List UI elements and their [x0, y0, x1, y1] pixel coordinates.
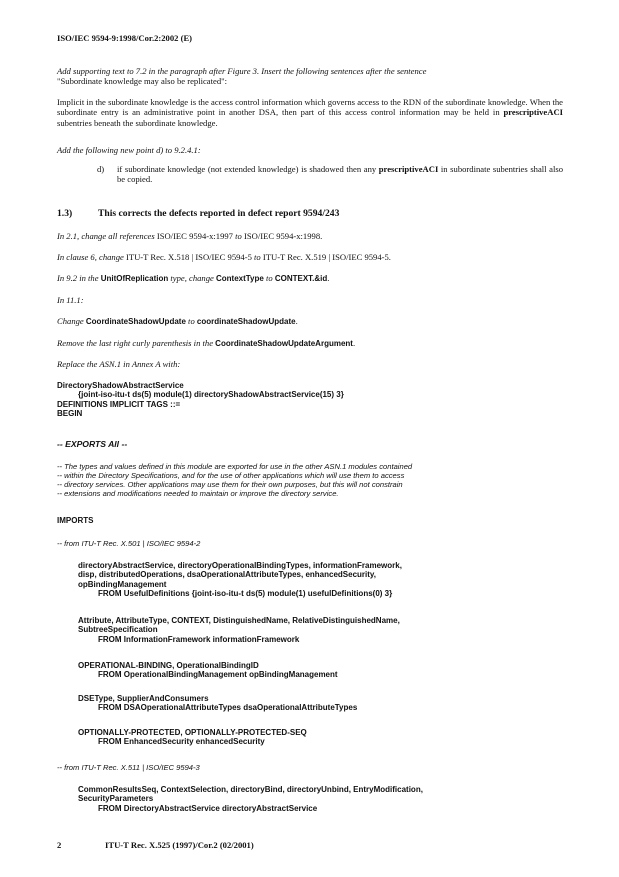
instr-part: to	[235, 231, 242, 241]
section-heading	[57, 208, 563, 219]
asn-import-group-6	[57, 785, 563, 813]
instruction-line	[57, 252, 563, 262]
asn-comment-block	[57, 463, 563, 499]
change-instruction-4	[57, 295, 563, 305]
list-item-text	[117, 164, 563, 185]
instr-part: .	[295, 316, 298, 326]
instruction-paragraph	[57, 145, 563, 155]
asn-comment-line: -- extensions and modifications needed to maintain or improve the directory service.	[57, 488, 339, 498]
instruction-line	[57, 273, 563, 284]
instr-part: type, change	[168, 273, 216, 283]
section-number: 1.3)	[57, 208, 73, 219]
asn-exports-line: -- EXPORTS All --	[57, 439, 128, 449]
instr-part: to	[185, 316, 197, 326]
list-item-label: d)	[97, 164, 105, 174]
instruction-text: Add the following new point d) to 9.2.4.1:	[57, 145, 201, 155]
asn-from-comment-2	[57, 764, 563, 773]
asn-import-group-3	[57, 661, 563, 680]
term-coordinateshadowupdateargument: CoordinateShadowUpdateArgument	[215, 339, 353, 348]
list-item-d	[97, 164, 563, 185]
instruction-text: Add supporting text to 7.2 in the paragraph after Figure 3. Insert the following sentences after the sentence	[57, 66, 427, 76]
asn-module-header	[57, 381, 563, 419]
asn-comment-line: -- within the Directory Specifications, and for the use of other applications which will use them to access	[57, 470, 405, 480]
asn-import-line: OPTIONALLY-PROTECTED, OPTIONALLY-PROTECTED-SEQ	[78, 728, 307, 737]
term-unitofreplication: UnitOfReplication	[100, 274, 169, 283]
instruction-paragraph	[57, 66, 563, 87]
term-context-id: CONTEXT.&id	[274, 274, 328, 283]
instr-part: ISO/IEC 9594-x:1997	[154, 231, 236, 241]
asn-import-line: Attribute, AttributeType, CONTEXT, DistinguishedName, RelativeDistinguishedName,	[78, 616, 400, 625]
page-footer	[57, 840, 254, 850]
instruction-line: Replace the ASN.1 in Annex A with:	[57, 359, 181, 369]
footer-reference: ITU-T Rec. X.525 (1997)/Cor.2 (02/2001)	[105, 840, 254, 850]
asn-import-group-1	[57, 561, 563, 599]
section-title	[57, 208, 563, 219]
instr-part: ISO/IEC 9594-x:1998.	[241, 231, 323, 241]
instr-part: to	[254, 252, 261, 262]
instruction-line	[57, 338, 563, 349]
asn-import-line: CommonResultsSeq, ContextSelection, directoryBind, directoryUnbind, EntryModification,	[78, 785, 423, 794]
instruction-line	[57, 231, 563, 241]
asn-imports-keyword: IMPORTS	[57, 516, 94, 525]
asn-import-from: FROM DSAOperationalAttributeTypes dsaOperationalAttributeTypes	[98, 703, 358, 713]
instruction-line	[57, 316, 563, 327]
body-text	[57, 97, 563, 128]
asn-import-line: DSEType, SupplierAndConsumers	[78, 694, 209, 703]
list-text-part: if subordinate knowledge (not extended knowledge) is shadowed then any	[117, 164, 379, 174]
term-prescriptiveaci: prescriptiveACI	[378, 164, 439, 174]
page-header: ISO/IEC 9594-9:1998/Cor.2:2002 (E)	[57, 33, 193, 43]
asn-module-oid: {joint-iso-itu-t ds(5) module(1) directoryShadowAbstractService(15) 3}	[78, 390, 344, 400]
asn-import-line: disp, distributedOperations, dsaOperationalAttributeTypes, enhancedSecurity,	[78, 570, 376, 580]
asn-module-name: DirectoryShadowAbstractService	[57, 381, 184, 390]
asn-from-comment: -- from ITU-T Rec. X.511 | ISO/IEC 9594-3	[57, 763, 200, 772]
asn-imports	[57, 516, 563, 525]
body-text-part: Implicit in the subordinate knowledge is the access control information which governs access to the RDN of the subordinate knowledge. When the subordinate entry is an administrative point in another DSA, then part of this access control information may be held in	[57, 97, 563, 118]
asn-import-group-4	[57, 694, 563, 713]
list-text-part: in subordinate subentries shall also be copied.	[117, 164, 563, 185]
asn-import-from: FROM OperationalBindingManagement opBindingManagement	[98, 670, 338, 680]
asn-import-line: SecurityParameters	[78, 794, 154, 804]
list-item-row	[97, 164, 563, 185]
body-text-part: subentries beneath the subordinate knowledge.	[57, 117, 218, 128]
term-contexttype: ContextType	[215, 274, 264, 283]
term-coordinateshadowupdate-lc: coordinateShadowUpdate	[196, 317, 296, 326]
change-instruction-2	[57, 252, 563, 262]
instr-part: to	[263, 273, 275, 283]
asn-import-from: FROM InformationFramework informationFramework	[98, 634, 300, 644]
instruction-line: In 11.1:	[57, 295, 84, 305]
asn-comment-line: -- directory services. Other applications may use them for their own purposes, but this will not constrain	[57, 479, 403, 489]
asn-import-from: FROM DirectoryAbstractService directoryAbstractService	[98, 803, 318, 813]
asn-from-comment-1	[57, 540, 563, 549]
instr-part: .	[327, 273, 330, 283]
asn-import-line: directoryAbstractService, directoryOperationalBindingTypes, informationFramework,	[78, 561, 402, 570]
change-instruction-1	[57, 231, 563, 241]
instr-part: .	[352, 338, 356, 348]
instr-part: In 2.1, change all references	[57, 231, 155, 241]
asn-import-from: FROM UsefulDefinitions {joint-iso-itu-t ds(5) module(1) usefulDefinitions(0) 3}	[98, 589, 393, 599]
page-number: 2	[57, 840, 62, 850]
asn-import-line: SubtreeSpecification	[78, 625, 158, 635]
asn-import-group-2	[57, 616, 563, 644]
asn-definitions: DEFINITIONS IMPLICIT TAGS ::=	[57, 399, 181, 409]
instr-part: ITU-T Rec. X.518 | ISO/IEC 9594-5	[123, 252, 255, 262]
change-instruction-6	[57, 338, 563, 349]
section-title-text: This corrects the defects reported in defect report 9594/243	[98, 208, 340, 219]
term-coordinateshadowupdate: CoordinateShadowUpdate	[85, 317, 186, 326]
asn-begin: BEGIN	[57, 409, 83, 419]
instr-part: In clause 6, change	[57, 252, 124, 262]
asn-exports	[57, 440, 563, 449]
term-prescriptiveaci: prescriptiveACI	[503, 107, 563, 118]
change-instruction-7	[57, 359, 563, 369]
instr-part: Change	[57, 316, 86, 326]
instr-part: ITU-T Rec. X.519 | ISO/IEC 9594-5.	[260, 252, 391, 262]
instr-part: Remove the last right curly parenthesis in the	[57, 338, 216, 348]
quoted-sentence: "Subordinate knowledge may also be replicated":	[57, 76, 228, 87]
asn-comment-line: -- The types and values defined in this module are exported for use in the other ASN.1 modules contained	[57, 462, 413, 471]
instr-part: In 9.2 in the	[57, 273, 101, 283]
asn-from-comment: -- from ITU-T Rec. X.501 | ISO/IEC 9594-2	[57, 539, 201, 548]
change-instruction-5	[57, 316, 563, 327]
asn-import-line: opBindingManagement	[78, 579, 167, 589]
asn-import-from: FROM EnhancedSecurity enhancedSecurity	[98, 737, 265, 747]
asn-import-line: OPERATIONAL-BINDING, OperationalBindingID	[78, 661, 259, 670]
asn-import-group-5	[57, 728, 563, 747]
body-paragraph	[57, 97, 563, 128]
change-instruction-3	[57, 273, 563, 284]
